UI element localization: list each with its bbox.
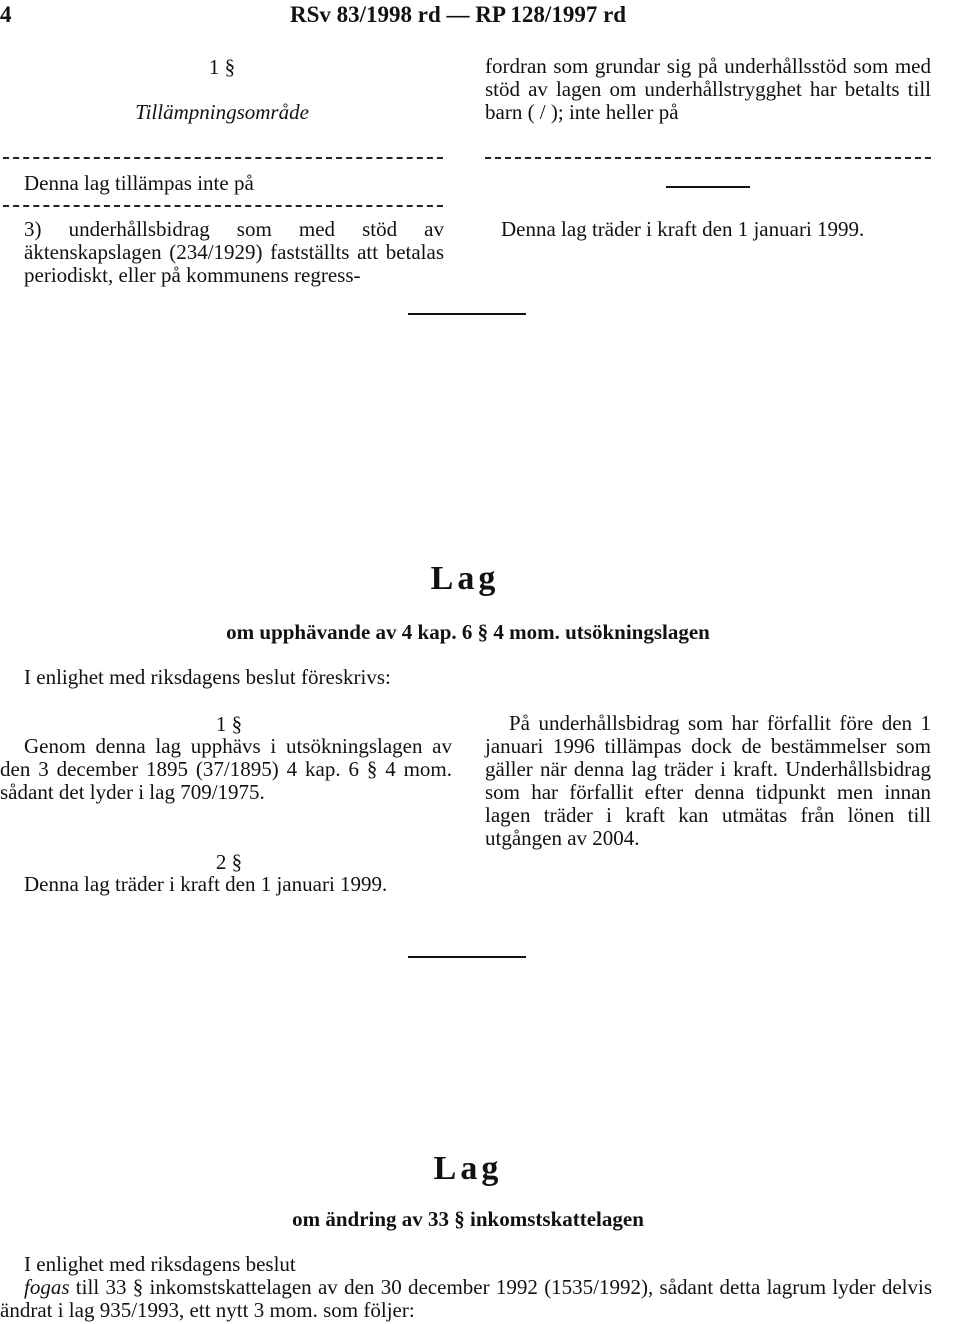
omission-dashes-left-top xyxy=(3,157,443,159)
omission-dashes-left-bottom xyxy=(3,205,443,207)
page-header-title: RSv 83/1998 rd — RP 128/1997 rd xyxy=(290,2,627,27)
page-number: 4 xyxy=(0,2,12,27)
item-3-continuation: fordran som grundar sig på underhållsstöd som med stöd av lagen om underhållstrygghet har betalts till barn ( / ); inte heller på xyxy=(485,54,931,124)
law-end-rule-2 xyxy=(408,956,526,958)
section-1-heading: Tillämpningsområde xyxy=(135,100,309,124)
law-2-preamble-line-1: I enlighet med riksdagens beslut xyxy=(24,1252,296,1276)
scope-intro: Denna lag tillämpas inte på xyxy=(24,171,254,195)
law-1-preamble: I enlighet med riksdagens beslut föreskrivs: xyxy=(24,665,391,689)
law-1-title: Lag xyxy=(430,560,500,597)
law-2-preamble-verb: fogas xyxy=(24,1275,70,1299)
law-2-subtitle: om ändring av 33 § inkomstskattelagen xyxy=(292,1207,644,1231)
law-1-subtitle: om upphävande av 4 kap. 6 § 4 mom. utsökningslagen xyxy=(226,620,710,644)
law-2-preamble-paragraph xyxy=(0,1276,932,1322)
in-force-paragraph: Denna lag träder i kraft den 1 januari 1999. xyxy=(501,217,865,241)
item-3-paragraph: 3) underhållsbidrag som med stöd av äktenskapslagen (234/1929) fastställts att betalas periodiskt, eller på kommunens regress- xyxy=(24,217,444,287)
law-1-section-1-label: 1 § xyxy=(215,712,243,736)
section-1-label: 1 § xyxy=(208,55,236,79)
law-1-section-2-text: Denna lag träder i kraft den 1 januari 1999. xyxy=(24,872,388,896)
separator-rule-short xyxy=(666,186,750,188)
law-1-section-2-label: 2 § xyxy=(215,850,243,874)
law-end-rule-1 xyxy=(408,313,526,315)
law-1-section-1-text: Genom denna lag upphävs i utsökningslagen av den 3 december 1895 (37/1895) 4 kap. 6 § 4 mom. sådant det lyder i lag 709/1975. xyxy=(0,734,452,804)
omission-dashes-right xyxy=(485,157,931,159)
law-2-preamble-rest: till 33 § inkomstskattelagen av den 30 december 1992 (1535/1992), sådant detta lagrum lyder delvis ändrat i lag 935/1993, ett nytt 3 mom. som följer: xyxy=(0,1275,932,1322)
law-2-title: Lag xyxy=(433,1150,503,1187)
law-1-transitional-text: På underhållsbidrag som har förfallit före den 1 januari 1996 tillämpas dock de bestämmelser som gäller när denna lag träder i kraft. Underhållsbidrag som har förfallit efter denna tidpunkt men innan lagen träder i kraft kan utmätas från lönen till utgången av 2004. xyxy=(485,711,931,850)
